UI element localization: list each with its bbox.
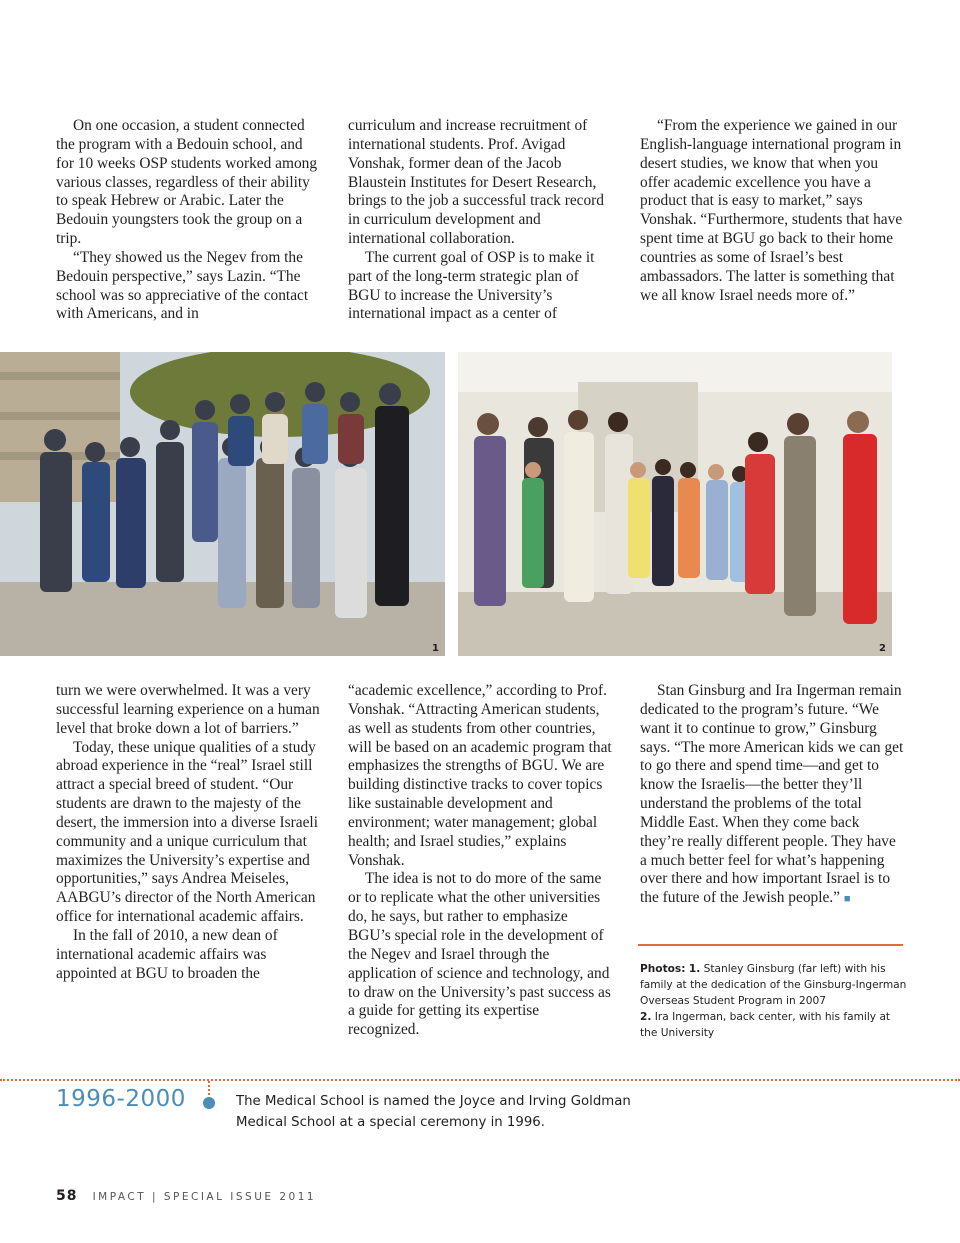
- article-column-bottom-2: [348, 682, 612, 1040]
- paragraph: On one occasion, a student connected the program with a Bedouin school, and for 10 weeks OSP students worked among various classes, regardless of their ability to speak Hebrew or Arabic. Later the Bedouin youngsters took the group on a trip.: [56, 117, 318, 248]
- page-number: 58: [56, 1188, 78, 1204]
- article-column-top-3: [640, 117, 904, 305]
- paragraph: In the fall of 2010, a new dean of international academic affairs was appointed at BGU to broaden the: [56, 926, 278, 982]
- photo-2: [458, 352, 892, 656]
- end-mark-icon: ■: [843, 893, 851, 906]
- paragraph: “They showed us the Negev from the Bedouin perspective,” says Lazin. “The school was so appreciative of the contact with Americans, and in: [56, 248, 309, 323]
- article-column-top-2: [348, 117, 612, 324]
- caption-divider: [638, 944, 903, 946]
- photo-captions: [640, 962, 908, 1042]
- captions-label: Photos:: [640, 963, 686, 975]
- paragraph: [640, 682, 904, 909]
- timeline-text: The Medical School is named the Joyce and Irving Goldman Medical School at a special ceremony in 1996.: [236, 1094, 631, 1130]
- paragraph: “academic excellence,” according to Prof. Vonshak. “Attracting American students, as well as students from other countries, will be based on an academic program that emphasizes the strengths of BGU. We are building distinctive tracks to cover topics like sustainable development and environment; water management; global health; and Israel studies,” explains Vonshak.: [348, 682, 612, 869]
- paragraph: turn we were overwhelmed. It was a very successful learning experience on a human level that broke down a lot of barriers.”: [56, 682, 320, 737]
- article-column-top-1: [56, 117, 320, 324]
- caption-1-text: Stanley Ginsburg (far left) with his family at the dedication of the Ginsburg-Ingerman Overseas Student Program in 2007: [640, 963, 907, 1007]
- photo-2-illustration: [458, 352, 892, 656]
- photo-number: 2: [879, 643, 886, 654]
- paragraph-text: Stan Ginsburg and Ira Ingerman remain dedicated to the program’s future. “We want it to continue to grow,” Ginsburg says. “The more American kids we can get to go there and spend time—and get to know the Israelis—the better they’ll understand the problems of the total Middle East. When they come back they’re really different people. They have a much better feel for what’s happening over there and how important Israel is to the future of the Jewish people.”: [640, 682, 904, 907]
- paragraph: curriculum and increase recruitment of international students. Prof. Avigad Vonshak, former dean of the Jacob Blaustein Institutes for Desert Research, brings to the job a successful track record in curriculum development and international collaboration.: [348, 117, 604, 248]
- photo-number: 1: [432, 643, 439, 654]
- photo-1: [0, 352, 445, 656]
- caption-2-number: 2.: [640, 1010, 652, 1023]
- photo-1-illustration: [0, 352, 445, 656]
- timeline-dot-icon: [203, 1097, 215, 1109]
- caption-2-text: Ira Ingerman, back center, with his family at the University: [640, 1010, 891, 1039]
- paragraph: Today, these unique qualities of a study abroad experience in the “real” Israel still attract a special breed of student. “Our students are drawn to the majesty of the desert, the immersion into a diverse Israeli community and a unique curriculum that maximizes the University’s expertise and opportunities,” says Andrea Meiseles, AABGU’s director of the North American office for international academic affairs.: [56, 738, 318, 926]
- publication-name: IMPACT | SPECIAL ISSUE 2011: [92, 1191, 317, 1203]
- timeline-line: [0, 1079, 960, 1081]
- paragraph: The idea is not to do more of the same or to replicate what the other universities do, he says, but rather to emphasize BGU’s special role in the development of the Negev and Israel through the application of science and technology, and to draw on the University’s past success as a guide for getting its expertise recognized.: [348, 870, 611, 1039]
- timeline-years: 1996-2000: [56, 1086, 186, 1112]
- paragraph: “From the experience we gained in our English-language international program in desert studies, we know that when you offer academic excellence you have a product that is easy to market,” says Vonshak. “Furthermore, students that have spent time at BGU go back to their home countries as some of Israel’s best ambassadors. The latter is something that we all know Israel needs more of.”: [640, 117, 903, 304]
- page-footer: [56, 1185, 316, 1204]
- article-column-bottom-1: [56, 682, 320, 984]
- article-column-bottom-3: [640, 682, 904, 909]
- caption-1-number: 1.: [688, 963, 701, 975]
- paragraph: The current goal of OSP is to make it part of the long-term strategic plan of BGU to increase the University’s international impact as a center of: [348, 248, 595, 323]
